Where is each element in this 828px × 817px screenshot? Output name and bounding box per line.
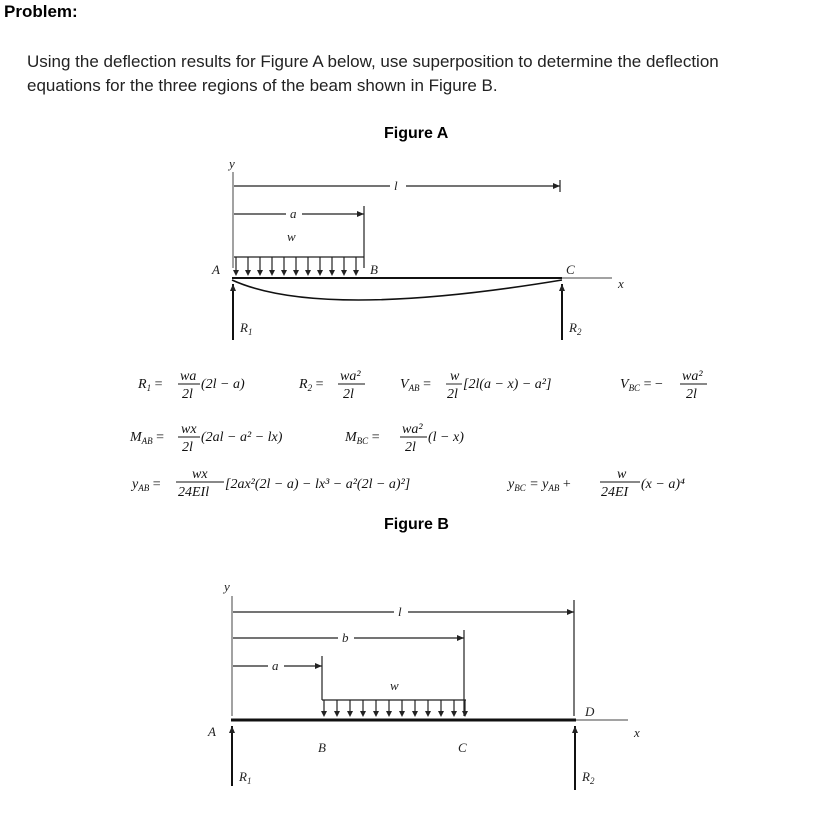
equation-r1 <box>137 369 245 402</box>
equation-m-bc <box>344 422 464 455</box>
figure-a-point-c: C <box>566 262 575 277</box>
svg-text:(2l − a): (2l − a) <box>201 377 245 392</box>
figure-a-deflection-curve <box>232 280 562 300</box>
figure-a-w-label: w <box>287 229 296 244</box>
figure-b-w-label: w <box>390 678 399 693</box>
figure-b-y-label: y <box>224 579 230 594</box>
svg-text:(2al − a² − lx): (2al − a² − lx) <box>201 430 283 445</box>
figure-b-distributed-load <box>321 700 468 717</box>
svg-text:wx: wx <box>181 422 197 437</box>
svg-text:24EI: 24EI <box>601 485 629 500</box>
figure-a-x-label: x <box>618 276 624 291</box>
figure-b-dimension-a <box>233 656 322 700</box>
equation-r2 <box>298 369 365 402</box>
figure-b-diagram <box>207 579 640 790</box>
figure-a-r1-label: $R_1$ <box>240 320 253 337</box>
problem-heading: Problem: <box>4 2 78 21</box>
figure-a-equations <box>129 369 707 500</box>
svg-text:VAB =: $V_{AB}$ = <box>400 377 431 393</box>
svg-text:[2ax²(2l − a) − lx³ − a²(2l −: [2ax²(2l − a) − lx³ − a²(2l − a)²] <box>225 477 411 492</box>
svg-text:MAB =: $M_{AB}$ = <box>130 430 165 446</box>
svg-text:2l: 2l <box>343 387 354 402</box>
figure-b-l-label: l <box>398 604 402 619</box>
svg-text:(x − a)⁴: (x − a)⁴ <box>641 477 685 492</box>
equation-y-bc <box>506 467 685 500</box>
figure-b-r2-label: $R_2$ <box>582 769 595 786</box>
svg-text:(l − x): (l − x) <box>428 430 464 445</box>
figure-a-diagram <box>211 156 624 340</box>
svg-text:yBC = yAB +: $y_{BC} = y_{AB}$ + <box>508 477 571 493</box>
figure-a-distributed-load <box>233 257 364 276</box>
figure-b-dimension-l <box>233 600 574 716</box>
svg-text:24EIl: 24EIl <box>178 485 210 500</box>
figure-a-point-a: A <box>212 262 220 277</box>
svg-text:2l: 2l <box>182 387 193 402</box>
svg-text:wa²: wa² <box>402 422 423 437</box>
figure-a-point-b: B <box>370 262 378 277</box>
svg-text:2l: 2l <box>447 387 458 402</box>
equation-y-ab <box>130 467 410 500</box>
equation-v-ab <box>400 369 551 402</box>
svg-text:[2l(a − x) − a²]: [2l(a − x) − a²] <box>463 377 552 392</box>
svg-text:w: w <box>450 369 460 384</box>
figure-b-r1-label: $R_1$ <box>239 769 252 786</box>
svg-text:2l: 2l <box>405 440 416 455</box>
figure-a-title: Figure A <box>384 125 449 142</box>
figure-b-title: Figure B <box>384 516 449 533</box>
equation-m-ab <box>129 422 283 455</box>
svg-text:wx: wx <box>192 467 208 482</box>
figure-b-dimension-b <box>233 630 464 716</box>
svg-text:wa²: wa² <box>340 369 361 384</box>
figure-b-point-a: A <box>208 724 216 739</box>
svg-text:w: w <box>617 467 627 482</box>
figure-a-r2-label: $R_2$ <box>569 320 582 337</box>
figure-b-a-label: a <box>272 658 279 673</box>
svg-text:yAB =: $y_{AB}$ = <box>132 477 161 493</box>
problem-line-1: Using the deflection results for Figure A below, use superposition to determine the deflection <box>27 52 719 71</box>
figure-a-dimension-l <box>234 178 560 193</box>
figure-b-b-label: b <box>342 630 349 645</box>
figure-b-point-b: B <box>318 740 326 755</box>
figure-b-point-d: D <box>585 704 595 719</box>
svg-text:R2 =: $R_2$ = <box>299 377 324 393</box>
figure-b-x-label: x <box>634 725 640 740</box>
figure-a-l-label: l <box>394 178 398 193</box>
figure-a-a-label: a <box>290 206 297 221</box>
problem-line-2: equations for the three regions of the beam shown in Figure B. <box>27 76 498 95</box>
svg-text:wa²: wa² <box>682 369 703 384</box>
svg-text:wa: wa <box>180 369 197 384</box>
svg-text:2l: 2l <box>182 440 193 455</box>
svg-text:MBC =: $M_{BC}$ = <box>345 430 380 446</box>
figure-b-point-c: C <box>458 740 467 755</box>
svg-text:VBC = −: $V_{BC}$ = − <box>620 377 663 393</box>
svg-text:R1 =: $R_1$ = <box>138 377 163 393</box>
svg-text:2l: 2l <box>686 387 697 402</box>
equation-v-bc <box>620 369 707 402</box>
figure-a-y-label: y <box>229 156 235 171</box>
